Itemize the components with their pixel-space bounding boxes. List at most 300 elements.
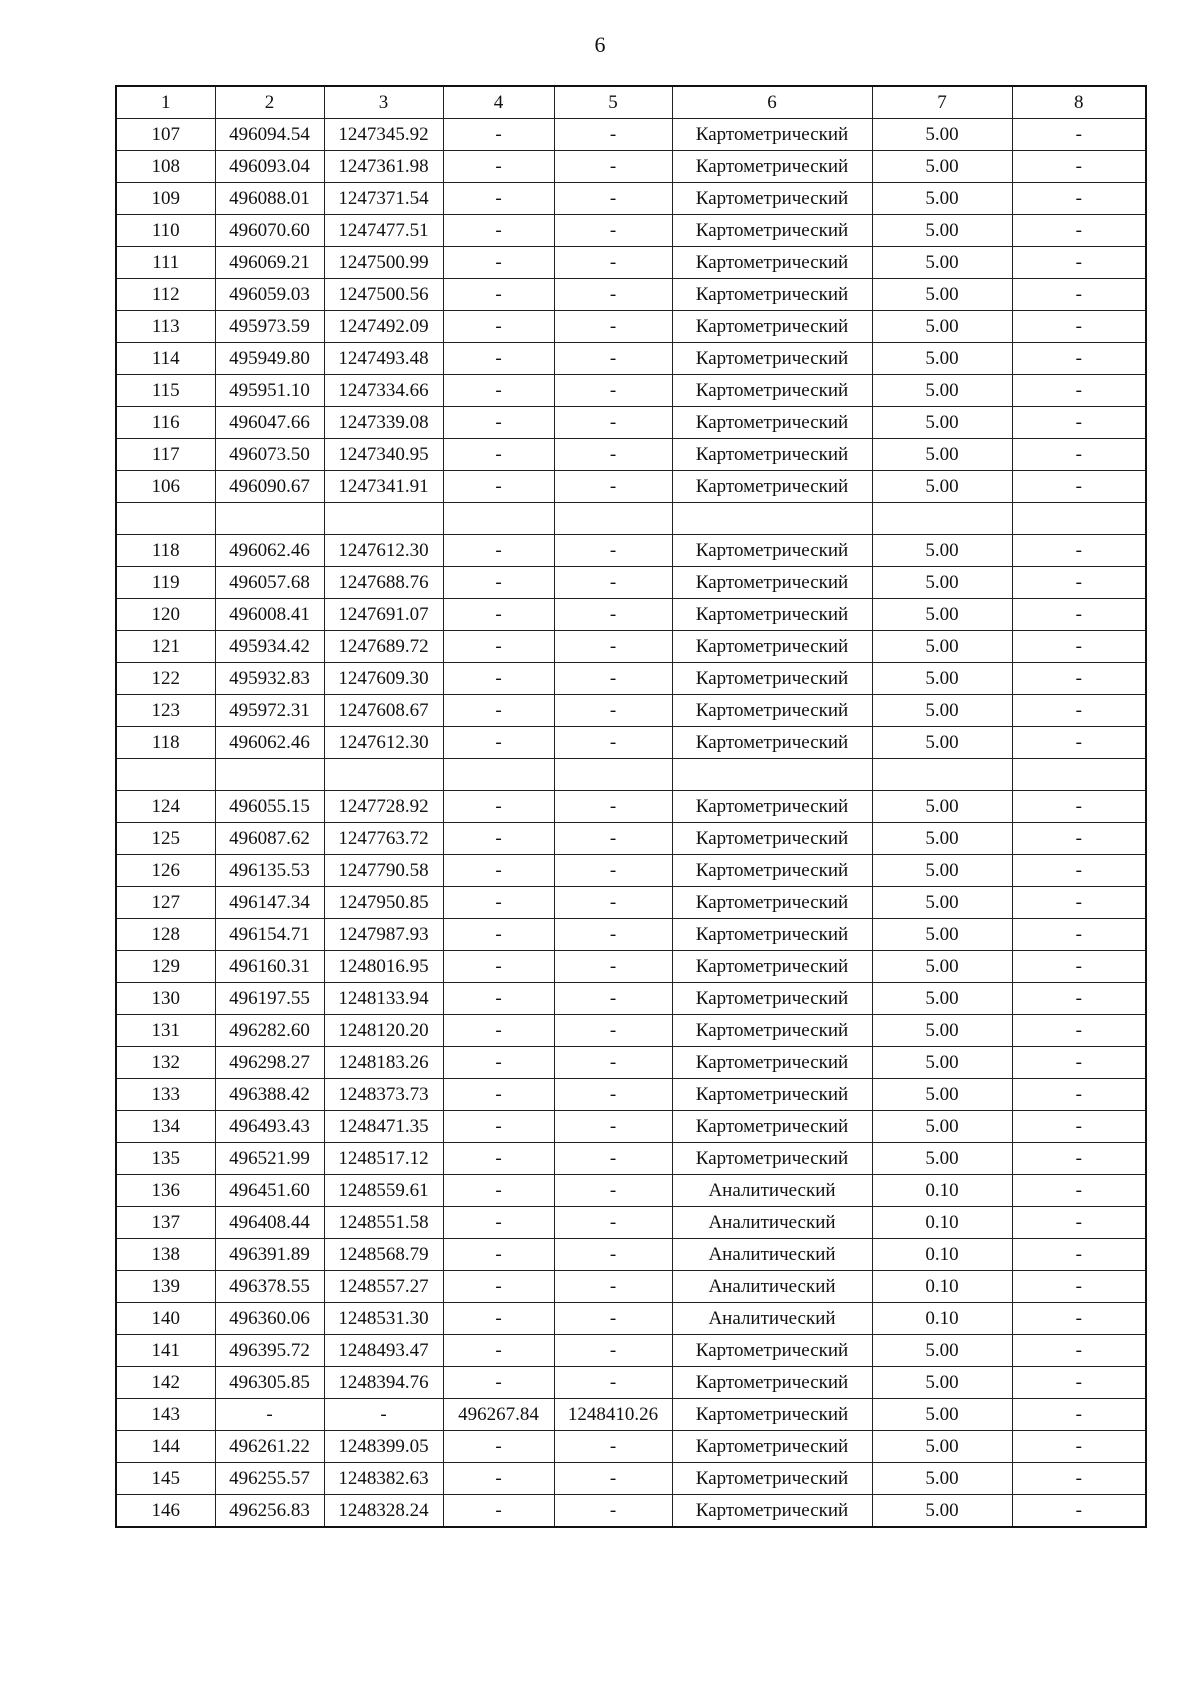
table-cell: 5.00	[872, 535, 1012, 567]
table-cell: Картометрический	[672, 1367, 872, 1399]
table-row	[116, 1111, 1146, 1143]
table-cell: -	[443, 983, 554, 1015]
table-cell: -	[1012, 1143, 1146, 1175]
table-cell: -	[443, 791, 554, 823]
table-cell: 1248410.26	[554, 1399, 672, 1431]
table-cell: -	[554, 1367, 672, 1399]
table-cell: 5.00	[872, 1079, 1012, 1111]
table-cell: Картометрический	[672, 535, 872, 567]
table-cell: 496055.15	[215, 791, 324, 823]
table-cell: -	[1012, 471, 1146, 503]
table-cell: -	[1012, 1463, 1146, 1495]
table-cell: 496090.67	[215, 471, 324, 503]
table-cell: -	[443, 1015, 554, 1047]
table-cell: 496147.34	[215, 887, 324, 919]
table-cell: -	[1012, 311, 1146, 343]
table-cell: 144	[116, 1431, 215, 1463]
table-cell: 496057.68	[215, 567, 324, 599]
table-cell: -	[443, 1271, 554, 1303]
table-cell: 121	[116, 631, 215, 663]
table-cell: 495972.31	[215, 695, 324, 727]
table-cell: 496451.60	[215, 1175, 324, 1207]
table-cell: 0.10	[872, 1303, 1012, 1335]
table-cell: Картометрический	[672, 695, 872, 727]
table-cell: 134	[116, 1111, 215, 1143]
table-cell: 126	[116, 855, 215, 887]
table-cell: -	[554, 1303, 672, 1335]
table-cell: -	[1012, 631, 1146, 663]
table-cell: 120	[116, 599, 215, 631]
table-row	[116, 695, 1146, 727]
table-cell: 496282.60	[215, 1015, 324, 1047]
table-row	[116, 279, 1146, 311]
table-cell: -	[1012, 535, 1146, 567]
table-row	[116, 1463, 1146, 1495]
table-cell: -	[554, 215, 672, 247]
column-header: 4	[443, 86, 554, 119]
table-cell	[215, 503, 324, 535]
table-cell: -	[1012, 983, 1146, 1015]
table-row	[116, 823, 1146, 855]
table-cell: -	[1012, 1495, 1146, 1528]
table-cell: 1247500.99	[324, 247, 443, 279]
table-row	[116, 1431, 1146, 1463]
table-cell: Картометрический	[672, 1335, 872, 1367]
table-cell: 1247987.93	[324, 919, 443, 951]
table-cell: -	[1012, 439, 1146, 471]
table-cell: -	[1012, 183, 1146, 215]
table-cell	[1012, 503, 1146, 535]
table-cell: 496093.04	[215, 151, 324, 183]
table-cell: -	[554, 1207, 672, 1239]
table-cell: 5.00	[872, 951, 1012, 983]
table-cell: -	[215, 1399, 324, 1431]
table-row	[116, 599, 1146, 631]
table-cell: Картометрический	[672, 247, 872, 279]
table-cell: 108	[116, 151, 215, 183]
table-cell: 1247341.91	[324, 471, 443, 503]
table-cell: -	[1012, 855, 1146, 887]
table-cell: Картометрический	[672, 887, 872, 919]
table-cell: Картометрический	[672, 1431, 872, 1463]
table-cell: -	[1012, 663, 1146, 695]
table-row	[116, 1303, 1146, 1335]
table-cell: 125	[116, 823, 215, 855]
table-cell	[116, 503, 215, 535]
table-cell: 116	[116, 407, 215, 439]
table-row	[116, 151, 1146, 183]
table-cell: Картометрический	[672, 823, 872, 855]
table-cell: -	[443, 439, 554, 471]
table-cell: -	[554, 311, 672, 343]
table-cell: Картометрический	[672, 1399, 872, 1431]
table-cell: 496493.43	[215, 1111, 324, 1143]
table-cell: 1248394.76	[324, 1367, 443, 1399]
table-cell: 1248557.27	[324, 1271, 443, 1303]
table-cell: Картометрический	[672, 311, 872, 343]
table-cell: 0.10	[872, 1239, 1012, 1271]
table-row	[116, 247, 1146, 279]
table-cell: Картометрический	[672, 279, 872, 311]
table-cell	[554, 759, 672, 791]
table-row	[116, 727, 1146, 759]
table-cell: 496255.57	[215, 1463, 324, 1495]
table-cell: Картометрический	[672, 1047, 872, 1079]
table-row	[116, 1015, 1146, 1047]
table-cell: 1248133.94	[324, 983, 443, 1015]
table-cell: 1247334.66	[324, 375, 443, 407]
table-cell: -	[443, 919, 554, 951]
table-cell: Аналитический	[672, 1207, 872, 1239]
table-cell: 113	[116, 311, 215, 343]
table-cell: 1247340.95	[324, 439, 443, 471]
table-cell	[324, 759, 443, 791]
table-cell: -	[554, 823, 672, 855]
table-cell: 117	[116, 439, 215, 471]
table-cell: -	[443, 599, 554, 631]
table-cell: -	[1012, 727, 1146, 759]
table-cell: -	[1012, 791, 1146, 823]
table-row	[116, 1239, 1146, 1271]
table-cell: 127	[116, 887, 215, 919]
table-cell: -	[554, 855, 672, 887]
table-cell: -	[443, 631, 554, 663]
table-cell: -	[554, 791, 672, 823]
table-row	[116, 1079, 1146, 1111]
table-cell: 1247609.30	[324, 663, 443, 695]
table-cell: 5.00	[872, 151, 1012, 183]
table-cell: 5.00	[872, 183, 1012, 215]
table-cell: 496261.22	[215, 1431, 324, 1463]
table-cell: 5.00	[872, 215, 1012, 247]
table-cell	[672, 759, 872, 791]
table-cell: 5.00	[872, 1463, 1012, 1495]
table-cell: 496135.53	[215, 855, 324, 887]
table-cell: 1248399.05	[324, 1431, 443, 1463]
table-cell: 133	[116, 1079, 215, 1111]
table-cell: 496408.44	[215, 1207, 324, 1239]
table-cell: 123	[116, 695, 215, 727]
table-cell: -	[1012, 951, 1146, 983]
table-cell: -	[554, 343, 672, 375]
table-cell: Картометрический	[672, 631, 872, 663]
table-cell: Картометрический	[672, 919, 872, 951]
table-cell: -	[554, 1463, 672, 1495]
table-cell: Картометрический	[672, 791, 872, 823]
table-cell: Аналитический	[672, 1303, 872, 1335]
table-row	[116, 119, 1146, 151]
table-row	[116, 887, 1146, 919]
table-row	[116, 791, 1146, 823]
table-cell: 1247763.72	[324, 823, 443, 855]
table-cell: 1247688.76	[324, 567, 443, 599]
table-row	[116, 1271, 1146, 1303]
table-cell: 111	[116, 247, 215, 279]
table-cell: 1248471.35	[324, 1111, 443, 1143]
table-cell: 1248531.30	[324, 1303, 443, 1335]
table-cell: 0.10	[872, 1207, 1012, 1239]
table-cell: -	[1012, 279, 1146, 311]
table-cell: 5.00	[872, 1143, 1012, 1175]
table-cell: -	[554, 1015, 672, 1047]
table-cell: -	[554, 887, 672, 919]
table-row	[116, 567, 1146, 599]
table-cell: 1247612.30	[324, 535, 443, 567]
table-cell: 1247371.54	[324, 183, 443, 215]
table-cell: -	[1012, 887, 1146, 919]
table-cell: -	[443, 1431, 554, 1463]
table-cell: -	[443, 1367, 554, 1399]
table-row	[116, 343, 1146, 375]
table-cell: 5.00	[872, 439, 1012, 471]
table-cell: -	[554, 599, 672, 631]
table-cell: -	[443, 951, 554, 983]
table-cell: 5.00	[872, 471, 1012, 503]
table-cell: 1248016.95	[324, 951, 443, 983]
column-header: 6	[672, 86, 872, 119]
table-cell: -	[1012, 1047, 1146, 1079]
table-cell: -	[1012, 151, 1146, 183]
table-cell: 1247689.72	[324, 631, 443, 663]
table-cell: 496062.46	[215, 727, 324, 759]
table-cell: 5.00	[872, 1495, 1012, 1528]
table-cell: -	[1012, 119, 1146, 151]
table-cell: -	[1012, 375, 1146, 407]
table-cell: 496298.27	[215, 1047, 324, 1079]
table-cell: -	[1012, 1079, 1146, 1111]
table-cell: 496094.54	[215, 119, 324, 151]
table-cell: Картометрический	[672, 119, 872, 151]
table-cell: -	[554, 407, 672, 439]
table-cell: 496059.03	[215, 279, 324, 311]
table-cell: 1248183.26	[324, 1047, 443, 1079]
table-cell: -	[443, 535, 554, 567]
table-cell: 5.00	[872, 375, 1012, 407]
table-cell: Картометрический	[672, 183, 872, 215]
table-cell: 496088.01	[215, 183, 324, 215]
table-cell: 5.00	[872, 887, 1012, 919]
table-row	[116, 663, 1146, 695]
table-cell: -	[1012, 599, 1146, 631]
table-row	[116, 215, 1146, 247]
table-cell: 131	[116, 1015, 215, 1047]
table-cell	[872, 503, 1012, 535]
table-cell: 496008.41	[215, 599, 324, 631]
table-cell	[872, 759, 1012, 791]
table-cell: 496073.50	[215, 439, 324, 471]
table-cell: -	[554, 151, 672, 183]
table-cell: 5.00	[872, 823, 1012, 855]
table-cell	[116, 759, 215, 791]
table-cell: -	[554, 1335, 672, 1367]
table-cell: 112	[116, 279, 215, 311]
table-cell: -	[443, 1239, 554, 1271]
table-cell: 109	[116, 183, 215, 215]
table-cell: 136	[116, 1175, 215, 1207]
table-cell: 5.00	[872, 791, 1012, 823]
table-cell: -	[443, 1495, 554, 1528]
table-cell: 495973.59	[215, 311, 324, 343]
table-cell: -	[443, 119, 554, 151]
table-cell: 1247493.48	[324, 343, 443, 375]
table-cell: 106	[116, 471, 215, 503]
page-number: 6	[594, 32, 606, 57]
table-row	[116, 759, 1146, 791]
table-cell: Картометрический	[672, 855, 872, 887]
table-cell: -	[443, 1335, 554, 1367]
table-cell: 1248493.47	[324, 1335, 443, 1367]
table-cell: 1247790.58	[324, 855, 443, 887]
table-cell: 496070.60	[215, 215, 324, 247]
table-cell: -	[554, 1271, 672, 1303]
column-header: 3	[324, 86, 443, 119]
table-cell: -	[1012, 1431, 1146, 1463]
table-cell: -	[554, 247, 672, 279]
table-cell: 496521.99	[215, 1143, 324, 1175]
table-cell: -	[554, 919, 672, 951]
table-cell: 0.10	[872, 1175, 1012, 1207]
table-cell: 1248120.20	[324, 1015, 443, 1047]
table-cell: 5.00	[872, 1399, 1012, 1431]
table-cell: Картометрический	[672, 1015, 872, 1047]
table-cell: Картометрический	[672, 439, 872, 471]
table-body	[116, 119, 1146, 1528]
table-cell: 137	[116, 1207, 215, 1239]
table-cell: 496267.84	[443, 1399, 554, 1431]
table-cell	[554, 503, 672, 535]
table-cell: 496197.55	[215, 983, 324, 1015]
table-cell: -	[554, 1079, 672, 1111]
table-cell: 5.00	[872, 1431, 1012, 1463]
table-cell: -	[443, 1175, 554, 1207]
table-cell: -	[1012, 407, 1146, 439]
table-cell: -	[554, 183, 672, 215]
table-row	[116, 471, 1146, 503]
table-cell: -	[443, 151, 554, 183]
table-cell: -	[443, 311, 554, 343]
table-cell: 118	[116, 727, 215, 759]
table-cell: -	[554, 567, 672, 599]
table-cell: Картометрический	[672, 567, 872, 599]
table-row	[116, 1207, 1146, 1239]
table-cell: 5.00	[872, 1047, 1012, 1079]
table-cell: 1247728.92	[324, 791, 443, 823]
table-cell: -	[443, 215, 554, 247]
table-cell: -	[443, 279, 554, 311]
table-cell: 130	[116, 983, 215, 1015]
table-cell: Картометрический	[672, 375, 872, 407]
table-cell: -	[443, 407, 554, 439]
table-row	[116, 407, 1146, 439]
table-cell: 129	[116, 951, 215, 983]
table-cell: 124	[116, 791, 215, 823]
table-cell: -	[1012, 695, 1146, 727]
table-cell: -	[554, 631, 672, 663]
column-header: 8	[1012, 86, 1146, 119]
table-row	[116, 439, 1146, 471]
table-cell: 5.00	[872, 631, 1012, 663]
table-cell: -	[443, 823, 554, 855]
table-cell: Картометрический	[672, 1495, 872, 1528]
table-row	[116, 1399, 1146, 1431]
table-cell: -	[554, 1047, 672, 1079]
table-cell: 142	[116, 1367, 215, 1399]
table-cell: 1248551.58	[324, 1207, 443, 1239]
table-cell: -	[1012, 567, 1146, 599]
table-row	[116, 1335, 1146, 1367]
table-cell: 1248517.12	[324, 1143, 443, 1175]
table-cell: -	[443, 1207, 554, 1239]
table-cell: Картометрический	[672, 151, 872, 183]
table-cell: Картометрический	[672, 215, 872, 247]
table-cell: 110	[116, 215, 215, 247]
column-header: 5	[554, 86, 672, 119]
table-cell: -	[554, 439, 672, 471]
table-cell: 5.00	[872, 1335, 1012, 1367]
table-cell: -	[1012, 823, 1146, 855]
table-cell: Картометрический	[672, 1111, 872, 1143]
table-cell: 496160.31	[215, 951, 324, 983]
table-cell: 140	[116, 1303, 215, 1335]
table-cell: 1248559.61	[324, 1175, 443, 1207]
table-cell: -	[443, 1047, 554, 1079]
table-cell: -	[1012, 1303, 1146, 1335]
table-cell: -	[1012, 919, 1146, 951]
table-cell: 135	[116, 1143, 215, 1175]
table-cell: 5.00	[872, 247, 1012, 279]
table-cell: -	[554, 471, 672, 503]
table-row	[116, 503, 1146, 535]
table-cell: 5.00	[872, 695, 1012, 727]
table-cell: -	[554, 727, 672, 759]
table-cell: Картометрический	[672, 343, 872, 375]
table-cell: -	[1012, 1399, 1146, 1431]
table-cell: -	[1012, 1111, 1146, 1143]
table-cell: 1247345.92	[324, 119, 443, 151]
table-cell: 496087.62	[215, 823, 324, 855]
table-cell: 496391.89	[215, 1239, 324, 1271]
table-cell: 5.00	[872, 983, 1012, 1015]
table-cell: -	[443, 247, 554, 279]
table-cell: -	[554, 279, 672, 311]
table-cell: -	[443, 343, 554, 375]
table-cell: 5.00	[872, 727, 1012, 759]
table-cell: Картометрический	[672, 407, 872, 439]
table-cell: -	[324, 1399, 443, 1431]
table-cell: 5.00	[872, 407, 1012, 439]
table-cell: -	[554, 695, 672, 727]
table-cell: -	[443, 1463, 554, 1495]
table-row	[116, 183, 1146, 215]
table-cell: 5.00	[872, 343, 1012, 375]
table-cell: 496360.06	[215, 1303, 324, 1335]
table-row	[116, 311, 1146, 343]
table-cell: -	[554, 1239, 672, 1271]
column-header: 1	[116, 86, 215, 119]
table-cell: 5.00	[872, 567, 1012, 599]
table-cell: 496388.42	[215, 1079, 324, 1111]
table-cell: 5.00	[872, 279, 1012, 311]
table-cell: Картометрический	[672, 1079, 872, 1111]
table-cell: -	[1012, 343, 1146, 375]
table-cell: -	[1012, 1175, 1146, 1207]
table-cell: 128	[116, 919, 215, 951]
table-cell: Картометрический	[672, 663, 872, 695]
table-cell: Картометрический	[672, 727, 872, 759]
table-cell: 1248382.63	[324, 1463, 443, 1495]
table-cell	[672, 503, 872, 535]
table-cell: -	[1012, 1207, 1146, 1239]
